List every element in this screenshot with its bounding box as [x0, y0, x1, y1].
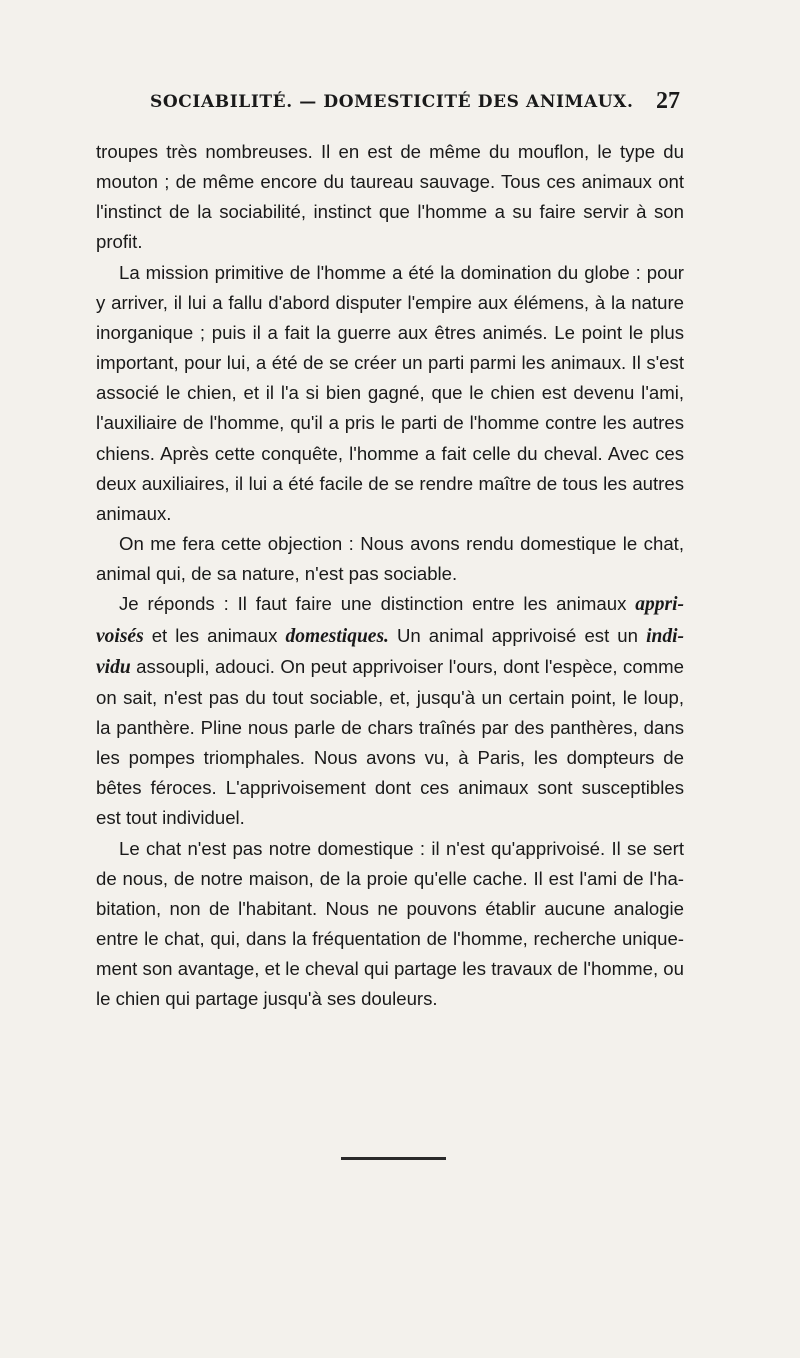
- paragraph-3: On me fera cette objection : Nous avons rendu domestique le chat, animal qui, de sa nature, n'est pas sociable.: [96, 533, 684, 585]
- paragraph-4-text-c: Un animal apprivoisé est un: [396, 624, 638, 646]
- section-end-rule: [341, 1157, 446, 1160]
- paragraph-1: troupes très nombreuses. Il en est de même du mouflon, le type du mouton ; de même encore du taureau sauvage. Tous ces animaux ont l'instinct de la sociabilité, instinct que l'homme a su faire servir à son profit.: [96, 141, 684, 253]
- running-title: SOCIABILITÉ. — DOMESTICITÉ DES ANIMAUX.: [150, 92, 634, 112]
- emphasis-domestiques: domestiques.: [285, 625, 389, 647]
- emphasis-individu: indi-vidu: [96, 625, 684, 678]
- page-header: [150, 88, 680, 118]
- emphasis-apprivoises: appri-voisés: [96, 594, 684, 647]
- paragraph-4-text-b: et les animaux: [151, 624, 278, 646]
- paragraph-2: La mission primitive de l'homme a été la domination du globe : pour y arriver, il lui a fallu d'abord disputer l'empire aux élémens, à la nature inorganique ; puis il a fait la guerre aux êtres animés. Le point le plus important, pour lui, a été de se créer un parti parmi les animaux. Il s'est associé le chien, et il l'a si bien gagné, que le chien est devenu l'ami, l'auxiliaire de l'homme, qu'il a pris le parti de l'homme contre les autres chiens. Après cette conquête, l'homme a fait celle du cheval. Avec ces deux auxiliaires, il lui a été facile de se rendre maître de tous les autres animaux.: [96, 261, 684, 524]
- body-text: [96, 137, 684, 1015]
- page-number: 27: [656, 88, 680, 114]
- paragraph-4-text-d: assoupli, adouci. On peut apprivoiser l'ours, dont l'espèce, comme on sait, n'est pas du tout sociable, et, jusqu'à un certain point, le loup, la panthère. Pline nous parle de chars traînés par des panthères, dans les pompes triomphales. Nous avons vu, à Paris, les dompteurs de bêtes féroces. L'apprivoisement dont ces animaux sont susceptibles est tout individuel.: [96, 655, 684, 829]
- paragraph-4-text-a: Je réponds : Il faut faire une distinction entre les animaux: [119, 593, 627, 615]
- paragraph-4: [96, 589, 684, 833]
- paragraph-5: Le chat n'est pas notre domestique : il n'est qu'apprivoisé. Il se sert de nous, de notre maison, de la proie qu'elle cache. Il est l'ami de l'ha-bitation, non de l'habitant. Nous ne pouvons établir aucune analogie entre le chat, qui, dans la fréquentation de l'homme, recherche unique-ment son avantage, et le cheval qui partage les travaux de l'homme, ou le chien qui partage jusqu'à ses douleurs.: [96, 837, 684, 1010]
